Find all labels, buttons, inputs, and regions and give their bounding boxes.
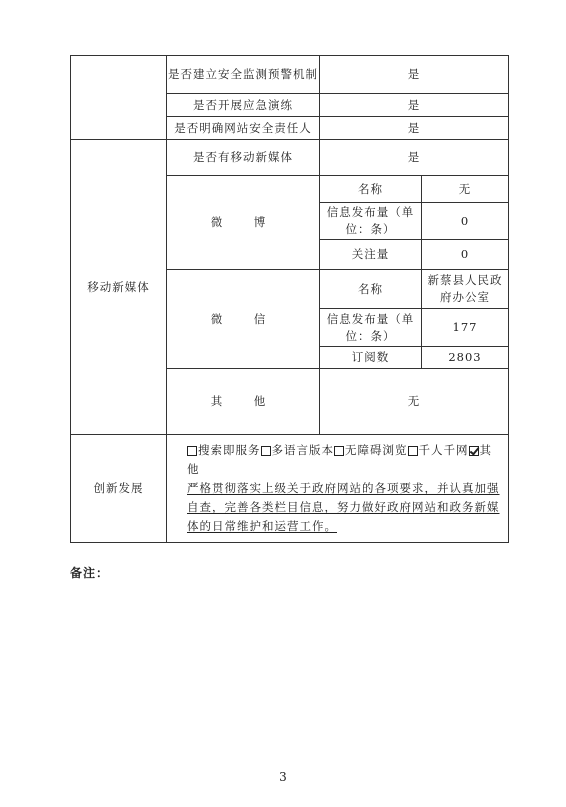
wechat-label: 微 信 xyxy=(167,270,320,369)
checkbox-other[interactable] xyxy=(469,446,479,456)
innovation-text: 严格贯彻落实上级关于政府网站的各项要求，并认真加强自查，完善各类栏目信息，努力做好政府网站和政务新媒体的日常维护和运营工作。 xyxy=(187,481,500,533)
monitoring-label: 是否建立安全监测预警机制 xyxy=(167,56,320,94)
responsible-label: 是否明确网站安全责任人 xyxy=(167,117,320,140)
drill-label: 是否开展应急演练 xyxy=(167,94,320,117)
other-label: 其 他 xyxy=(167,369,320,435)
report-table xyxy=(70,55,509,543)
checkbox-accessibility[interactable] xyxy=(334,446,344,456)
weibo-name-value: 无 xyxy=(422,176,509,203)
option-label: 搜索即服务 xyxy=(198,443,261,457)
wechat-name-value: 新蔡县人民政府办公室 xyxy=(422,270,509,309)
option-label: 其他 xyxy=(187,443,492,476)
weibo-label: 微 博 xyxy=(167,176,320,270)
note-label: 备注： xyxy=(70,566,110,580)
other-value: 无 xyxy=(320,369,509,435)
responsible-value: 是 xyxy=(320,117,509,140)
mobile-media-section-label: 移动新媒体 xyxy=(71,140,167,435)
wechat-posts-value: 177 xyxy=(422,309,509,347)
monitoring-value: 是 xyxy=(320,56,509,94)
weibo-posts-label: 信息发布量（单位：条） xyxy=(320,203,422,240)
innovation-options xyxy=(187,441,500,479)
weibo-name-label: 名称 xyxy=(320,176,422,203)
innovation-content xyxy=(167,435,509,543)
option-label: 无障碍浏览 xyxy=(345,443,408,457)
checkbox-multilanguage[interactable] xyxy=(261,446,271,456)
blank-category-cell xyxy=(71,56,167,140)
weibo-followers-label: 关注量 xyxy=(320,240,422,270)
checkbox-search-service[interactable] xyxy=(187,446,197,456)
option-label: 千人千网 xyxy=(418,443,469,457)
weibo-followers-value: 0 xyxy=(422,240,509,270)
wechat-posts-label: 信息发布量（单位：条） xyxy=(320,309,422,347)
checkbox-personalized[interactable] xyxy=(408,446,418,456)
has-media-label: 是否有移动新媒体 xyxy=(167,140,320,176)
weibo-posts-value: 0 xyxy=(422,203,509,240)
innovation-section-label: 创新发展 xyxy=(71,435,167,543)
wechat-subscribers-value: 2803 xyxy=(422,347,509,369)
option-label: 多语言版本 xyxy=(271,443,334,457)
wechat-name-label: 名称 xyxy=(320,270,422,309)
has-media-value: 是 xyxy=(320,140,509,176)
drill-value: 是 xyxy=(320,94,509,117)
wechat-subscribers-label: 订阅数 xyxy=(320,347,422,369)
page-number: 3 xyxy=(279,770,287,784)
